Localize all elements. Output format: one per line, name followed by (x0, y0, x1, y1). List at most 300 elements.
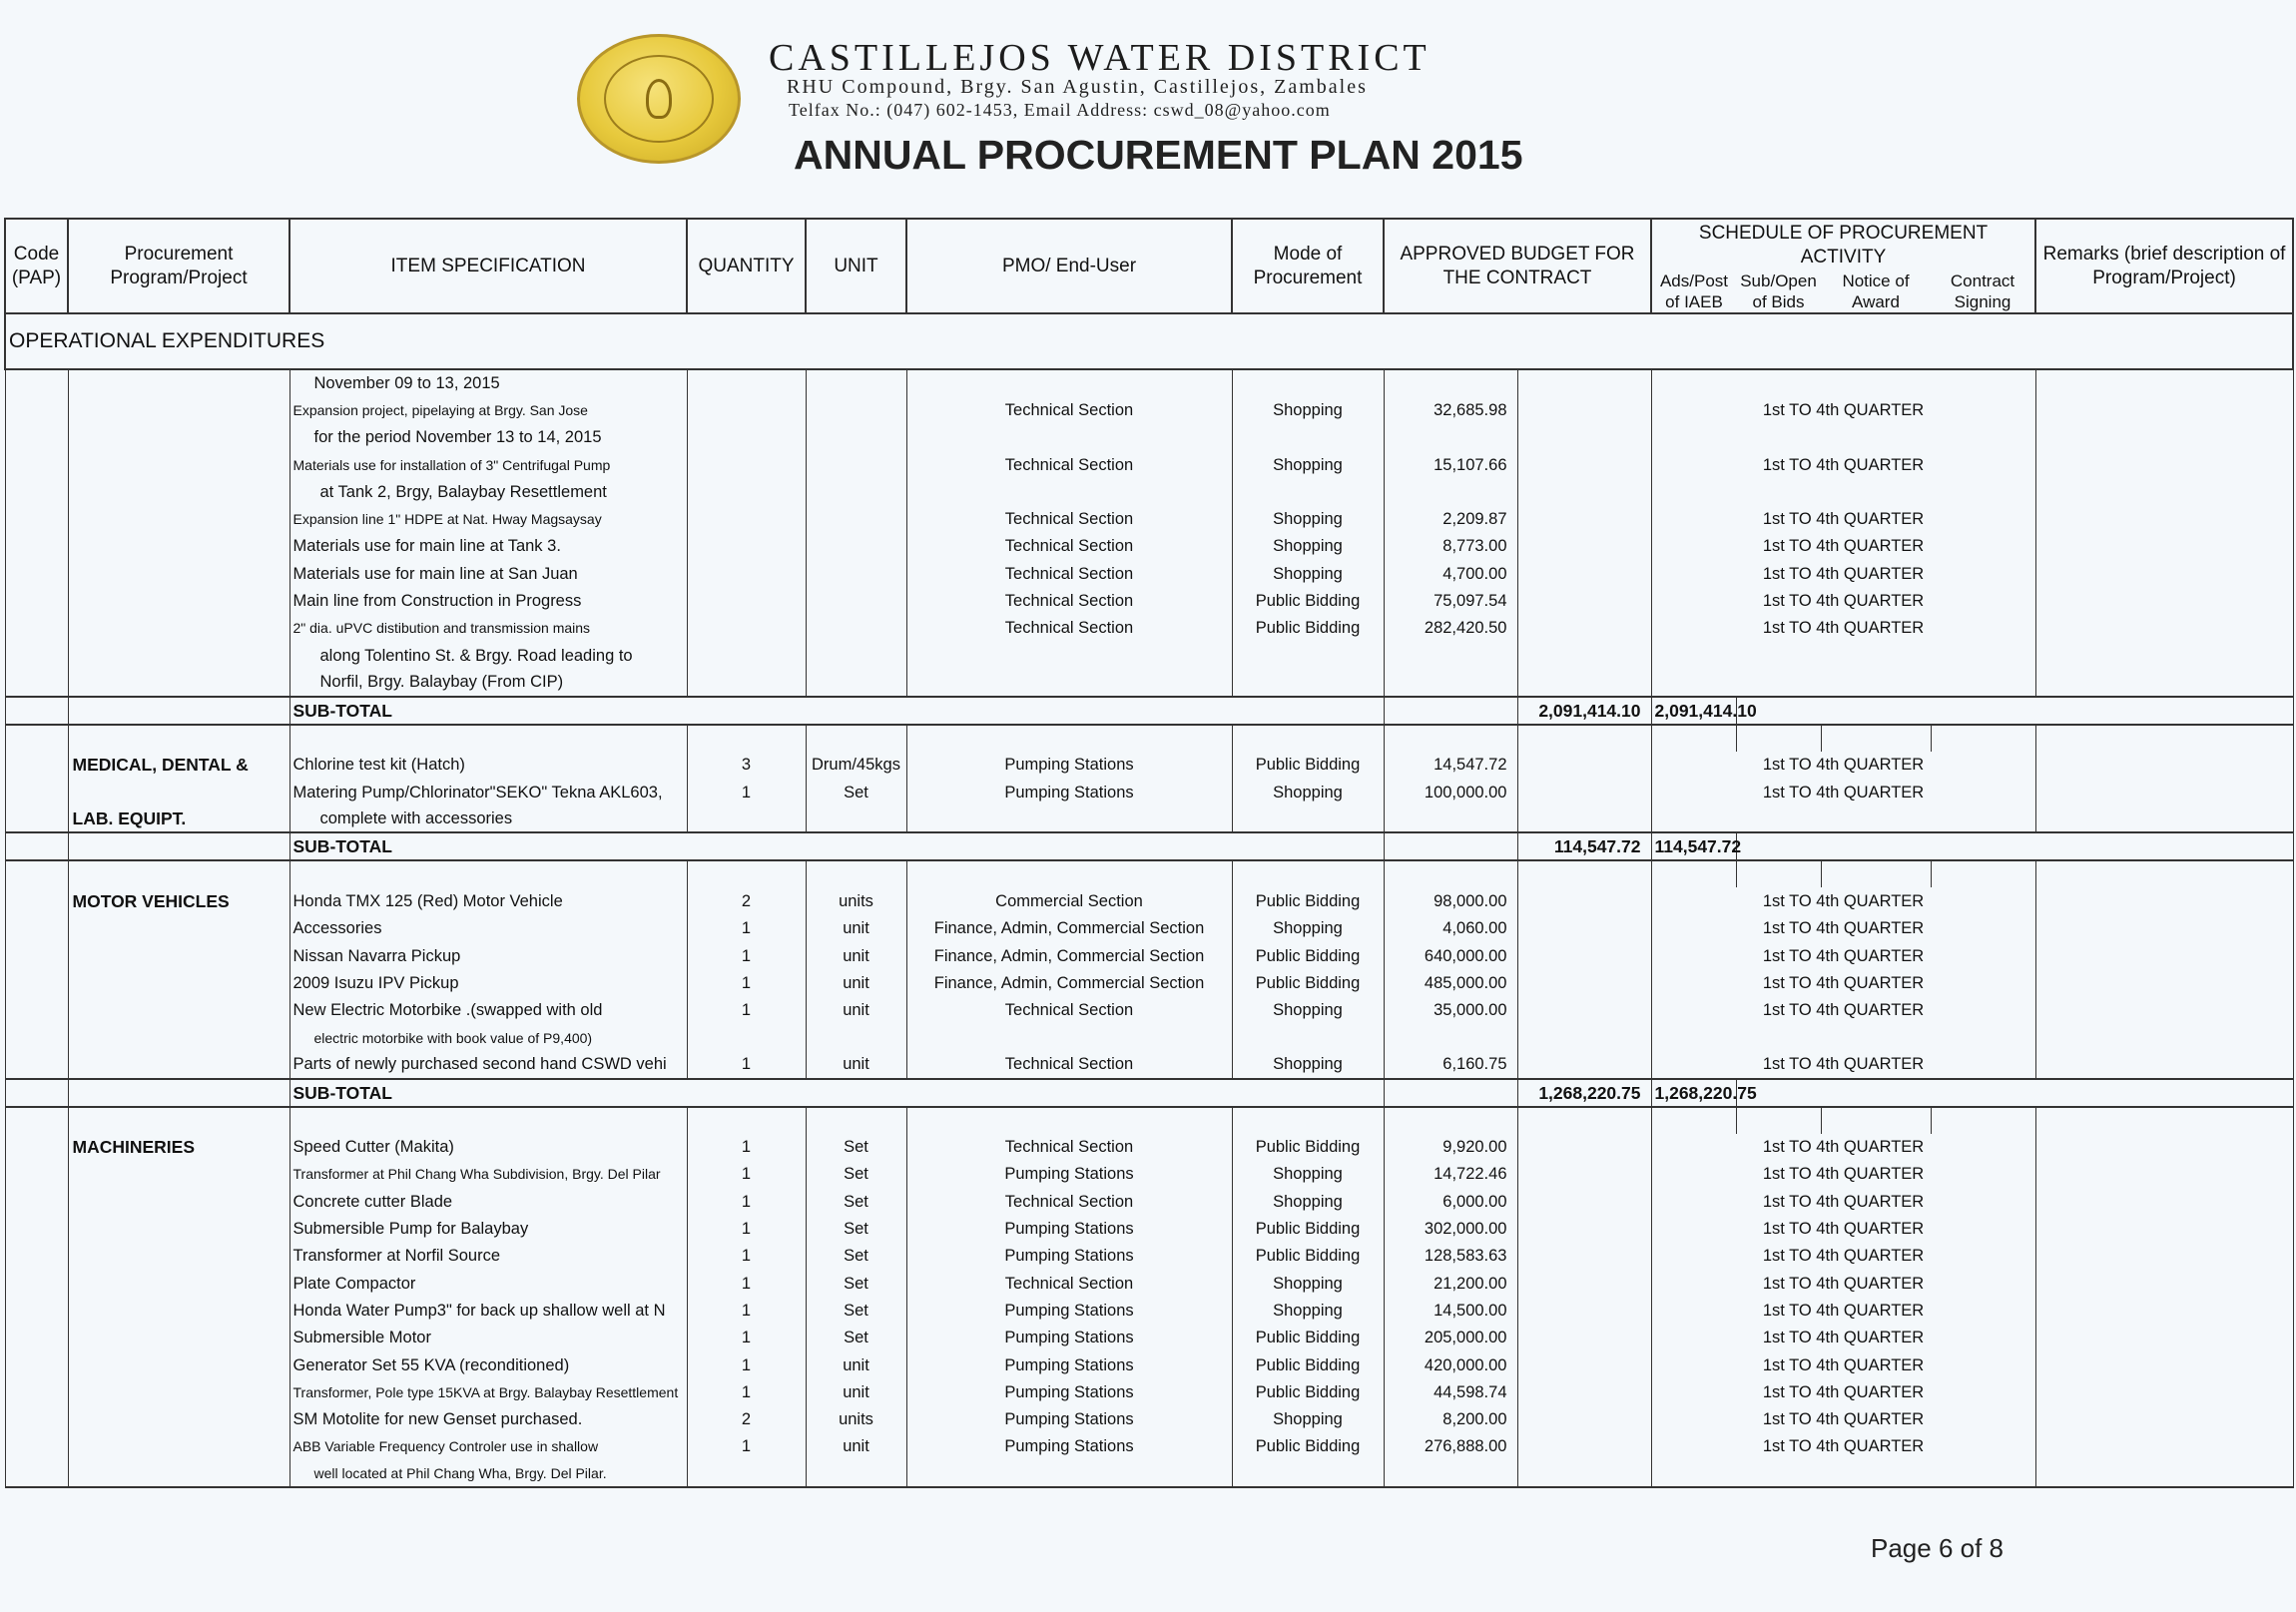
approved-budget: 35,000.00 (1384, 997, 1517, 1024)
item-spec: Concrete cutter Blade (289, 1188, 687, 1215)
code-cell (5, 887, 68, 914)
unit: Set (806, 1243, 906, 1270)
procurement-mode: Public Bidding (1232, 1378, 1384, 1405)
pmo-end-user (906, 424, 1232, 451)
quantity: 1 (687, 1378, 806, 1405)
procurement-mode (1232, 478, 1384, 505)
col-notice: Notice of Award (1821, 270, 1931, 313)
remarks (2035, 478, 2293, 505)
spacer-cell (5, 860, 68, 887)
pmo-end-user: Technical Section (906, 1051, 1232, 1078)
col-budget: APPROVED BUDGET FOR THE CONTRACT (1384, 219, 1651, 313)
budget-total-cell (1517, 942, 1651, 969)
schedule: 1st TO 4th QUARTER (1651, 1161, 2035, 1188)
unit (806, 615, 906, 642)
pmo-end-user: Pumping Stations (906, 1161, 1232, 1188)
approved-budget: 4,060.00 (1384, 915, 1517, 942)
approved-budget: 14,500.00 (1384, 1297, 1517, 1324)
quantity (687, 642, 806, 669)
budget-total-cell (1517, 560, 1651, 587)
subtotal-budget: 2,091,414.10 (1517, 697, 1651, 725)
code-cell (5, 832, 68, 860)
schedule: 1st TO 4th QUARTER (1651, 505, 2035, 532)
schedule (1651, 369, 2035, 396)
program-cell (68, 1243, 289, 1270)
remarks (2035, 806, 2293, 832)
approved-budget: 420,000.00 (1384, 1351, 1517, 1378)
program-cell (68, 642, 289, 669)
code-cell (5, 1161, 68, 1188)
pmo-end-user: Technical Section (906, 1270, 1232, 1297)
procurement-mode: Public Bidding (1232, 887, 1384, 914)
approved-budget: 21,200.00 (1384, 1270, 1517, 1297)
unit (806, 560, 906, 587)
spacer-cell (1384, 725, 1517, 752)
table-row (5, 806, 2293, 832)
program-cell (68, 1215, 289, 1242)
budget-total-cell (1517, 1325, 1651, 1351)
program-cell (68, 1351, 289, 1378)
code-cell (5, 1243, 68, 1270)
quantity: 1 (687, 779, 806, 806)
table-row (5, 505, 2293, 532)
item-spec: Speed Cutter (Makita) (289, 1134, 687, 1161)
quantity (687, 806, 806, 832)
mode-cell (1384, 1079, 1517, 1107)
schedule: 1st TO 4th QUARTER (1651, 396, 2035, 423)
program-category: LAB. EQUIPT. (68, 806, 289, 832)
spacer-cell (2035, 725, 2293, 752)
approved-budget (1384, 1024, 1517, 1051)
procurement-mode: Public Bidding (1232, 1215, 1384, 1242)
quantity: 1 (687, 1433, 806, 1460)
col-program: Procurement Program/Project (68, 219, 289, 313)
spacer-cell (1517, 725, 1651, 752)
quantity: 2 (687, 1406, 806, 1433)
quantity (687, 1024, 806, 1051)
quantity: 1 (687, 1297, 806, 1324)
item-spec: 2009 Isuzu IPV Pickup (289, 969, 687, 996)
table-row (5, 1297, 2293, 1324)
table-body (5, 313, 2293, 1487)
table-row (5, 451, 2293, 478)
code-cell (5, 806, 68, 832)
spacer-cell (1651, 725, 1736, 752)
procurement-mode: Shopping (1232, 505, 1384, 532)
unit (806, 533, 906, 560)
code-cell (5, 1351, 68, 1378)
budget-total-cell (1517, 451, 1651, 478)
subtotal-row (5, 697, 2293, 725)
pmo-end-user: Technical Section (906, 997, 1232, 1024)
document-header (0, 0, 2296, 215)
subtotal-row (5, 832, 2293, 860)
quantity: 1 (687, 1243, 806, 1270)
schedule: 1st TO 4th QUARTER (1651, 1297, 2035, 1324)
unit: Drum/45kgs (806, 752, 906, 779)
procurement-mode: Public Bidding (1232, 1351, 1384, 1378)
spacer-cell (68, 860, 289, 887)
approved-budget: 75,097.54 (1384, 587, 1517, 614)
quantity: 1 (687, 1325, 806, 1351)
table-row (5, 1024, 2293, 1051)
remarks (2035, 451, 2293, 478)
pmo-end-user: Finance, Admin, Commercial Section (906, 969, 1232, 996)
item-spec: complete with accessories (289, 806, 687, 832)
approved-budget: 6,160.75 (1384, 1051, 1517, 1078)
unit (806, 369, 906, 396)
program-cell (68, 1406, 289, 1433)
col-schedule: SCHEDULE OF PROCUREMENT ACTIVITY (1651, 219, 2035, 270)
item-spec: Chlorine test kit (Hatch) (289, 752, 687, 779)
approved-budget: 8,200.00 (1384, 1406, 1517, 1433)
schedule (1651, 1024, 2035, 1051)
item-spec: SM Motolite for new Genset purchased. (289, 1406, 687, 1433)
spacer-cell (289, 1107, 687, 1134)
pmo-end-user (906, 1024, 1232, 1051)
program-cell (68, 779, 289, 806)
program-cell (68, 997, 289, 1024)
pmo-end-user: Pumping Stations (906, 1378, 1232, 1405)
code-cell (5, 505, 68, 532)
pmo-end-user: Pumping Stations (906, 1351, 1232, 1378)
procurement-mode: Shopping (1232, 451, 1384, 478)
procurement-mode: Public Bidding (1232, 969, 1384, 996)
unit (806, 806, 906, 832)
pmo-end-user: Technical Section (906, 615, 1232, 642)
pmo-end-user (906, 669, 1232, 696)
procurement-mode (1232, 806, 1384, 832)
program-cell (68, 1325, 289, 1351)
budget-total-cell (1517, 396, 1651, 423)
remarks (2035, 1024, 2293, 1051)
item-spec: 2" dia. uPVC distibution and transmission mains (289, 615, 687, 642)
budget-total-cell (1517, 1460, 1651, 1487)
remarks (2035, 669, 2293, 696)
code-cell (5, 478, 68, 505)
program-cell (68, 369, 289, 396)
item-spec: Generator Set 55 KVA (reconditioned) (289, 1351, 687, 1378)
budget-total-cell (1517, 915, 1651, 942)
approved-budget (1384, 369, 1517, 396)
spacer-cell (687, 725, 806, 752)
spacer-cell (687, 1107, 806, 1134)
code-cell (5, 560, 68, 587)
budget-total-cell (1517, 642, 1651, 669)
unit: Set (806, 1215, 906, 1242)
subtotal-row (5, 1079, 2293, 1107)
program-category: MOTOR VEHICLES (68, 887, 289, 914)
schedule (1736, 832, 2293, 860)
schedule: 1st TO 4th QUARTER (1651, 1134, 2035, 1161)
budget-total-cell (1517, 587, 1651, 614)
unit (806, 424, 906, 451)
remarks (2035, 1215, 2293, 1242)
remarks (2035, 1051, 2293, 1078)
quantity: 1 (687, 1051, 806, 1078)
schedule (1651, 1460, 2035, 1487)
approved-budget: 15,107.66 (1384, 451, 1517, 478)
code-cell (5, 1134, 68, 1161)
pmo-end-user (906, 478, 1232, 505)
pmo-end-user: Technical Section (906, 1188, 1232, 1215)
schedule (1736, 697, 2293, 725)
schedule: 1st TO 4th QUARTER (1651, 1243, 2035, 1270)
code-cell (5, 1079, 68, 1107)
program-cell (68, 1297, 289, 1324)
code-cell (5, 396, 68, 423)
procurement-table-wrapper (4, 218, 2292, 1488)
table-row (5, 1161, 2293, 1188)
procurement-mode: Shopping (1232, 560, 1384, 587)
schedule: 1st TO 4th QUARTER (1651, 1378, 2035, 1405)
approved-budget (1384, 806, 1517, 832)
org-address: RHU Compound, Brgy. San Agustin, Castillejos, Zambales (787, 76, 1368, 98)
code-cell (5, 1297, 68, 1324)
unit (806, 478, 906, 505)
unit (806, 1460, 906, 1487)
budget-total-cell (1517, 1051, 1651, 1078)
approved-budget (1384, 642, 1517, 669)
spacer-cell (1931, 725, 2035, 752)
budget-total-cell (1517, 1188, 1651, 1215)
unit: Set (806, 1325, 906, 1351)
table-row (5, 887, 2293, 914)
item-spec: Materials use for main line at San Juan (289, 560, 687, 587)
program-cell (68, 1051, 289, 1078)
col-sub-open: Sub/Open of Bids (1736, 270, 1821, 313)
spacer-cell (68, 1107, 289, 1134)
table-row (5, 1243, 2293, 1270)
schedule (1651, 478, 2035, 505)
budget-total-cell (1517, 669, 1651, 696)
code-cell (5, 1433, 68, 1460)
pmo-end-user: Technical Section (906, 587, 1232, 614)
approved-budget: 9,920.00 (1384, 1134, 1517, 1161)
table-row (5, 478, 2293, 505)
table-row (5, 1406, 2293, 1433)
subtotal-budget: 114,547.72 (1517, 832, 1651, 860)
quantity: 1 (687, 1161, 806, 1188)
remarks (2035, 1161, 2293, 1188)
unit: unit (806, 997, 906, 1024)
quantity: 1 (687, 942, 806, 969)
schedule: 1st TO 4th QUARTER (1651, 915, 2035, 942)
spacer-cell (289, 860, 687, 887)
schedule: 1st TO 4th QUARTER (1651, 1406, 2035, 1433)
program-cell (68, 396, 289, 423)
spacer-row (5, 860, 2293, 887)
code-cell (5, 1270, 68, 1297)
item-spec: Norfil, Brgy. Balaybay (From CIP) (289, 669, 687, 696)
approved-budget: 302,000.00 (1384, 1215, 1517, 1242)
procurement-mode: Public Bidding (1232, 1134, 1384, 1161)
col-pmo: PMO/ End-User (906, 219, 1232, 313)
quantity (687, 369, 806, 396)
budget-total-cell (1517, 369, 1651, 396)
table-row (5, 1378, 2293, 1405)
quantity (687, 560, 806, 587)
program-cell (68, 942, 289, 969)
pmo-end-user: Technical Section (906, 560, 1232, 587)
code-cell (5, 451, 68, 478)
code-cell (5, 1188, 68, 1215)
item-spec: Main line from Construction in Progress (289, 587, 687, 614)
spacer-cell (1384, 1107, 1517, 1134)
quantity: 1 (687, 969, 806, 996)
schedule: 1st TO 4th QUARTER (1651, 1188, 2035, 1215)
program-cell (68, 1079, 289, 1107)
table-row (5, 396, 2293, 423)
program-cell (68, 533, 289, 560)
item-spec: Expansion line 1" HDPE at Nat. Hway Magsaysay (289, 505, 687, 532)
pmo-end-user: Technical Section (906, 396, 1232, 423)
procurement-mode: Shopping (1232, 533, 1384, 560)
remarks (2035, 942, 2293, 969)
col-item-spec: ITEM SPECIFICATION (289, 219, 687, 313)
pmo-end-user (906, 642, 1232, 669)
pmo-end-user: Pumping Stations (906, 1297, 1232, 1324)
subtotal-budget: 1,268,220.75 (1517, 1079, 1651, 1107)
spacer-cell (806, 725, 906, 752)
remarks (2035, 969, 2293, 996)
item-spec: Materials use for main line at Tank 3. (289, 533, 687, 560)
spacer-cell (806, 1107, 906, 1134)
remarks (2035, 615, 2293, 642)
unit: unit (806, 1351, 906, 1378)
unit: unit (806, 969, 906, 996)
subtotal-label: SUB-TOTAL (289, 697, 1384, 725)
spacer-cell (2035, 860, 2293, 887)
procurement-mode: Shopping (1232, 1270, 1384, 1297)
budget-total-cell (1517, 1134, 1651, 1161)
schedule: 1st TO 4th QUARTER (1651, 1215, 2035, 1242)
program-cell (68, 832, 289, 860)
pmo-end-user: Finance, Admin, Commercial Section (906, 915, 1232, 942)
table-row (5, 669, 2293, 696)
budget-total-cell (1517, 1270, 1651, 1297)
spacer-cell (1821, 725, 1931, 752)
page-number: Page 6 of 8 (1871, 1533, 2004, 1563)
pmo-end-user: Pumping Stations (906, 779, 1232, 806)
item-spec: electric motorbike with book value of P9,400) (289, 1024, 687, 1051)
pmo-end-user: Pumping Stations (906, 1325, 1232, 1351)
remarks (2035, 1325, 2293, 1351)
pmo-end-user: Pumping Stations (906, 752, 1232, 779)
quantity: 1 (687, 1134, 806, 1161)
table-row (5, 1051, 2293, 1078)
budget-total-cell (1517, 1433, 1651, 1460)
budget-total-cell (1517, 615, 1651, 642)
table-row (5, 1460, 2293, 1487)
code-cell (5, 642, 68, 669)
code-cell (5, 587, 68, 614)
remarks (2035, 752, 2293, 779)
table-row (5, 942, 2293, 969)
unit: unit (806, 1378, 906, 1405)
budget-total-cell (1517, 1297, 1651, 1324)
spacer-cell (1821, 860, 1931, 887)
col-ads: Ads/Post of IAEB (1651, 270, 1736, 313)
schedule (1736, 1079, 2293, 1107)
program-cell (68, 1460, 289, 1487)
remarks (2035, 369, 2293, 396)
program-cell (68, 587, 289, 614)
item-spec: Honda TMX 125 (Red) Motor Vehicle (289, 887, 687, 914)
budget-total-cell (1517, 1378, 1651, 1405)
quantity (687, 424, 806, 451)
quantity: 1 (687, 1270, 806, 1297)
col-remarks: Remarks (brief description of Program/Project) (2035, 219, 2293, 313)
spacer-cell (1651, 860, 1736, 887)
remarks (2035, 1351, 2293, 1378)
spacer-cell (5, 1107, 68, 1134)
unit (806, 587, 906, 614)
mode-cell (1384, 697, 1517, 725)
table-row (5, 424, 2293, 451)
approved-budget: 282,420.50 (1384, 615, 1517, 642)
approved-budget: 640,000.00 (1384, 942, 1517, 969)
budget-total-cell (1517, 887, 1651, 914)
subtotal-total: 2,091,414.10 (1651, 697, 1736, 725)
remarks (2035, 1433, 2293, 1460)
schedule: 1st TO 4th QUARTER (1651, 1325, 2035, 1351)
unit: Set (806, 1134, 906, 1161)
table-row (5, 533, 2293, 560)
quantity: 1 (687, 1215, 806, 1242)
spacer-cell (1931, 860, 2035, 887)
spacer-cell (1517, 860, 1651, 887)
spacer-cell (1232, 725, 1384, 752)
procurement-mode (1232, 1024, 1384, 1051)
unit: Set (806, 1188, 906, 1215)
col-contract: Contract Signing (1931, 270, 2035, 313)
pmo-end-user: Technical Section (906, 451, 1232, 478)
procurement-mode: Shopping (1232, 915, 1384, 942)
schedule: 1st TO 4th QUARTER (1651, 560, 2035, 587)
code-cell (5, 997, 68, 1024)
budget-total-cell (1517, 969, 1651, 996)
program-category: MACHINERIES (68, 1134, 289, 1161)
remarks (2035, 915, 2293, 942)
remarks (2035, 560, 2293, 587)
program-cell (68, 615, 289, 642)
col-mode: Mode of Procurement (1232, 219, 1384, 313)
code-cell (5, 369, 68, 396)
budget-total-cell (1517, 997, 1651, 1024)
unit: units (806, 887, 906, 914)
procurement-mode (1232, 1460, 1384, 1487)
budget-total-cell (1517, 779, 1651, 806)
pmo-end-user (906, 806, 1232, 832)
code-cell (5, 1406, 68, 1433)
approved-budget: 485,000.00 (1384, 969, 1517, 996)
program-cell (68, 1378, 289, 1405)
budget-total-cell (1517, 1351, 1651, 1378)
table-row (5, 1188, 2293, 1215)
code-cell (5, 1378, 68, 1405)
budget-total-cell (1517, 806, 1651, 832)
mode-cell (1384, 832, 1517, 860)
quantity (687, 587, 806, 614)
program-cell (68, 1188, 289, 1215)
budget-total-cell (1517, 424, 1651, 451)
code-cell (5, 1325, 68, 1351)
unit (806, 669, 906, 696)
remarks (2035, 1460, 2293, 1487)
schedule: 1st TO 4th QUARTER (1651, 1051, 2035, 1078)
quantity: 1 (687, 1351, 806, 1378)
